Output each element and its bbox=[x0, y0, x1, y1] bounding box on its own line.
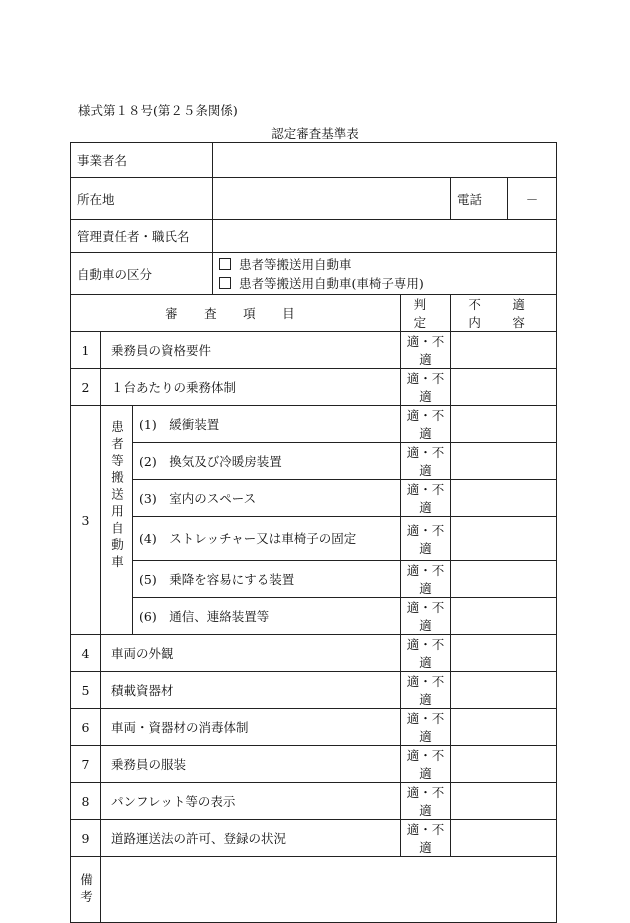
page-title: 認定審査基準表 bbox=[271, 126, 359, 141]
checkbox-icon[interactable] bbox=[219, 258, 231, 270]
table-row: 9 道路運送法の許可、登録の状況 適・不適 bbox=[71, 820, 557, 857]
table-row: 2 １台あたりの乗務体制 適・不適 bbox=[71, 369, 557, 406]
table-row: (5) 乗降を容易にする装置 適・不適 bbox=[71, 561, 557, 598]
table-row: 6 車両・資器材の消毒体制 適・不適 bbox=[71, 709, 557, 746]
judgment-cell[interactable]: 適・不適 bbox=[401, 820, 451, 857]
nonconformity-cell[interactable] bbox=[451, 443, 557, 480]
header-judgment: 判 定 bbox=[401, 295, 451, 332]
remarks-field[interactable] bbox=[101, 857, 557, 923]
vehicle-option-wheelchair[interactable]: 患者等搬送用自動車(車椅子専用) bbox=[219, 274, 550, 293]
judgment-cell[interactable]: 適・不適 bbox=[401, 480, 451, 517]
remarks-label: 備考 bbox=[78, 873, 94, 907]
table-row: 5 積載資器材 適・不適 bbox=[71, 672, 557, 709]
nonconformity-cell[interactable] bbox=[451, 406, 557, 443]
table-row: 7 乗務員の服装 適・不適 bbox=[71, 746, 557, 783]
inspection-criteria-table bbox=[70, 142, 557, 923]
address-label: 所在地 bbox=[71, 178, 213, 220]
nonconformity-cell[interactable] bbox=[451, 783, 557, 820]
phone-label: 電話 bbox=[451, 178, 508, 219]
form-number: 様式第１８号(第２５条関係) bbox=[78, 103, 238, 118]
address-field[interactable] bbox=[213, 178, 451, 220]
judgment-cell[interactable]: 適・不適 bbox=[401, 332, 451, 369]
header-items: 審 査 項 目 bbox=[71, 295, 401, 332]
nonconformity-cell[interactable] bbox=[451, 709, 557, 746]
nonconformity-cell[interactable] bbox=[451, 746, 557, 783]
judgment-cell[interactable]: 適・不適 bbox=[401, 635, 451, 672]
table-row: 4 車両の外観 適・不適 bbox=[71, 635, 557, 672]
judgment-cell[interactable]: 適・不適 bbox=[401, 406, 451, 443]
judgment-cell[interactable]: 適・不適 bbox=[401, 709, 451, 746]
table-row: 3 患者等搬送用自動車 (1) 緩衝装置 適・不適 bbox=[71, 406, 557, 443]
judgment-cell[interactable]: 適・不適 bbox=[401, 672, 451, 709]
table-row: (6) 通信、連絡装置等 適・不適 bbox=[71, 598, 557, 635]
judgment-cell[interactable]: 適・不適 bbox=[401, 783, 451, 820]
table-row: (2) 換気及び冷暖房装置 適・不適 bbox=[71, 443, 557, 480]
nonconformity-cell[interactable] bbox=[451, 672, 557, 709]
nonconformity-cell[interactable] bbox=[451, 480, 557, 517]
nonconformity-cell[interactable] bbox=[451, 598, 557, 635]
judgment-cell[interactable]: 適・不適 bbox=[401, 443, 451, 480]
table-row: (4) ストレッチャー又は車椅子の固定 適・不適 bbox=[71, 517, 557, 561]
judgment-cell[interactable]: 適・不適 bbox=[401, 598, 451, 635]
manager-field[interactable] bbox=[213, 220, 557, 253]
table-row: 8 パンフレット等の表示 適・不適 bbox=[71, 783, 557, 820]
group-label: 患者等搬送用自動車 bbox=[109, 420, 125, 572]
nonconformity-cell[interactable] bbox=[451, 369, 557, 406]
nonconformity-cell[interactable] bbox=[451, 561, 557, 598]
header-nonconformity: 不 適 内 容 bbox=[451, 295, 557, 332]
business-name-field[interactable] bbox=[213, 143, 557, 178]
nonconformity-cell[interactable] bbox=[451, 635, 557, 672]
phone-field[interactable]: － bbox=[525, 191, 539, 207]
table-row: (3) 室内のスペース 適・不適 bbox=[71, 480, 557, 517]
group-number: 3 bbox=[71, 406, 101, 635]
business-name-label: 事業者名 bbox=[71, 143, 213, 178]
nonconformity-cell[interactable] bbox=[451, 332, 557, 369]
judgment-cell[interactable]: 適・不適 bbox=[401, 746, 451, 783]
vehicle-option-general[interactable]: 患者等搬送用自動車 bbox=[219, 255, 550, 274]
judgment-cell[interactable]: 適・不適 bbox=[401, 561, 451, 598]
judgment-cell[interactable]: 適・不適 bbox=[401, 517, 451, 561]
checkbox-icon[interactable] bbox=[219, 277, 231, 289]
table-row: 1 乗務員の資格要件 適・不適 bbox=[71, 332, 557, 369]
nonconformity-cell[interactable] bbox=[451, 517, 557, 561]
judgment-cell[interactable]: 適・不適 bbox=[401, 369, 451, 406]
nonconformity-cell[interactable] bbox=[451, 820, 557, 857]
manager-label: 管理責任者・職氏名 bbox=[71, 220, 213, 253]
vehicle-class-label: 自動車の区分 bbox=[71, 253, 213, 295]
